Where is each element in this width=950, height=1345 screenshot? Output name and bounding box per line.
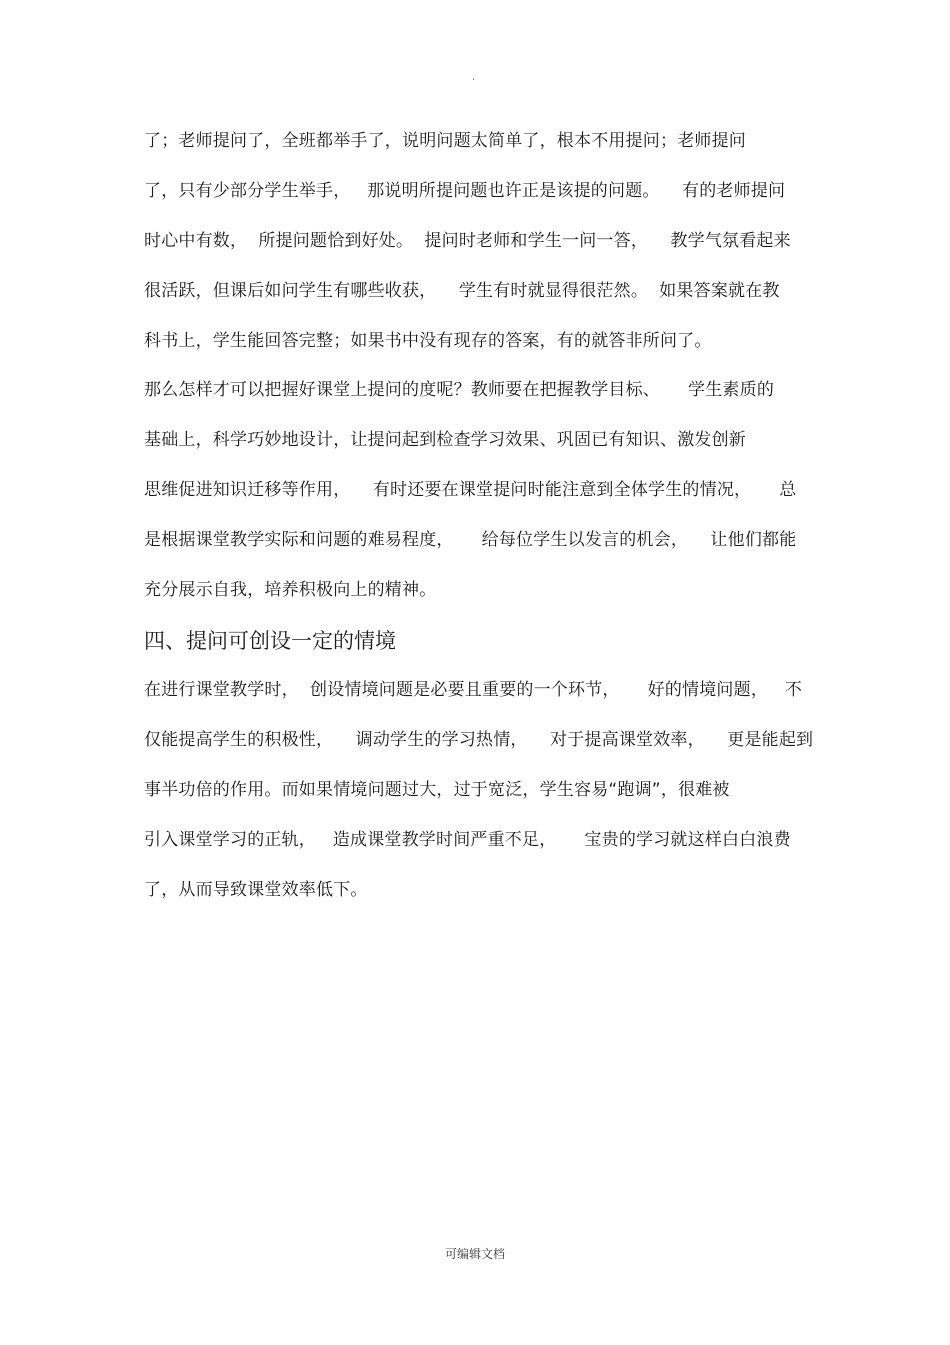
text-line: 事半功倍的作用。而如果情境问题过大，过于宽泛，学生容易“跑调”，很难被 xyxy=(144,780,730,800)
page-footer: 可编辑文档 xyxy=(444,1247,505,1261)
text-line: 了；老师提问了，全班都举手了，说明问题太简单了，根本不用提问；老师提问 xyxy=(144,131,746,151)
text-line: 引入课堂学习的正轨， 造成课堂教学时间严重不足， 宝贵的学习就这样白白浪费 xyxy=(144,830,791,850)
text-line: 时心中有数， 所提问题恰到好处。 提问时老师和学生一问一答， 教学气氛看起来 xyxy=(144,231,791,251)
text-line: 基础上，科学巧妙地设计，让提问起到检查学习效果、巩固已有知识、激发创新 xyxy=(144,430,746,450)
text-line: 了，从而导致课堂效率低下。 xyxy=(144,880,368,900)
text-line: 那么怎样才可以把握好课堂上提问的度呢？教师要在把握教学目标、 学生素质的 xyxy=(144,380,775,400)
text-line: 很活跃，但课后如问学生有哪些收获， 学生有时就显得很茫然。 如果答案就在教 xyxy=(144,281,780,301)
page-header-mark: . xyxy=(472,72,476,83)
text-line: 仅能提高学生的积极性， 调动学生的学习热情， 对于提高课堂效率， 更是能起到 xyxy=(144,730,814,750)
text-line: 充分展示自我，培养积极向上的精神。 xyxy=(144,580,437,600)
text-line: 是根据课堂教学实际和问题的难易程度， 给每位学生以发言的机会， 让他们都能 xyxy=(144,530,797,550)
text-line: 思维促进知识迁移等作用， 有时还要在课堂提问时能注意到全体学生的情况， 总 xyxy=(144,480,797,500)
text-line: 了，只有少部分学生举手， 那说明所提问题也许正是该提的问题。 有的老师提问 xyxy=(144,181,786,201)
text-line: 在进行课堂教学时， 创设情境问题是必要且重要的一个环节， 好的情境问题， 不 xyxy=(144,680,803,700)
text-line: 科书上，学生能回答完整；如果书中没有现存的答案，有的就答非所问了。 xyxy=(144,331,712,351)
section-heading: 四、提问可创设一定的情境 xyxy=(144,629,396,653)
